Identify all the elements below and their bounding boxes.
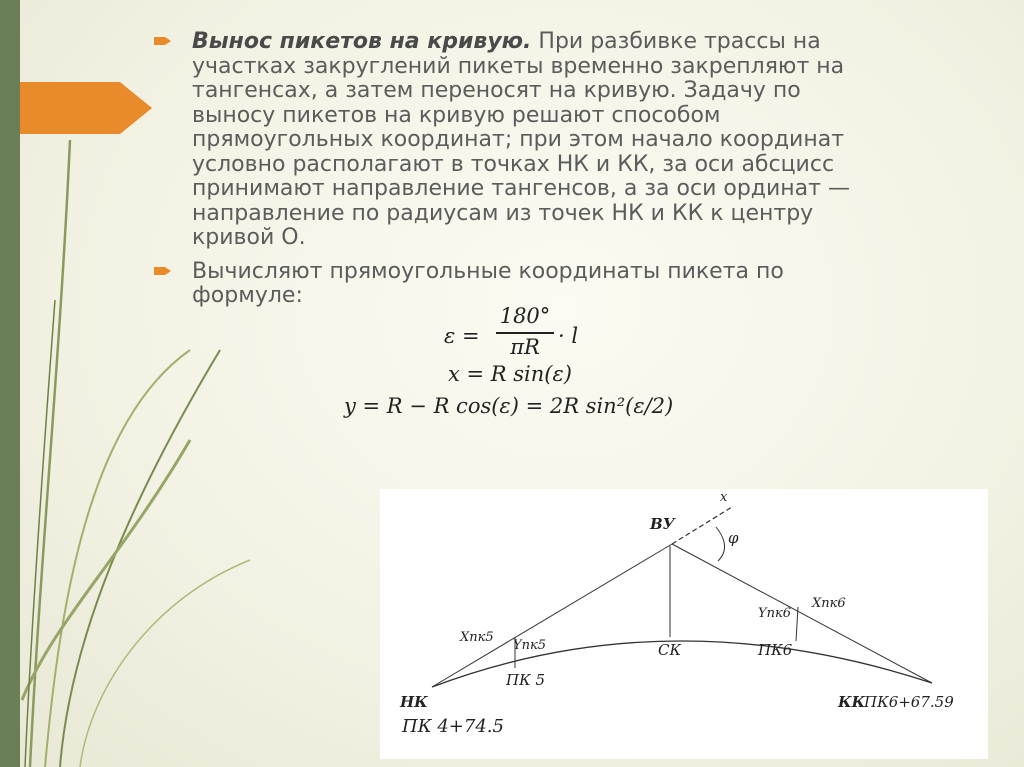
- angle-arc: [716, 527, 725, 561]
- paragraph-text: Вычисляют прямоугольные координаты пикета по формуле:: [192, 258, 784, 308]
- formula-epsilon-rhs: · l: [558, 324, 579, 348]
- slide-content: [152, 30, 852, 309]
- label-x-pk6: Xпк6: [812, 596, 846, 611]
- ordinate-pk6: [796, 607, 798, 641]
- label-nk-station: ПК 4+74.5: [402, 716, 504, 737]
- bullet-arrow-icon: [154, 265, 172, 277]
- fraction-bar: [496, 332, 554, 334]
- paragraph-text: При разбивке трассы на участках закруглений пикеты временно закрепляют на тангенсах, а затем переносят на кривую. Задачу по выносу пикетов на кривую решают способом прямоугольных координат; при этом начало координат условно располагают в точках НК и КК, за оси абсцисс принимают направление тангенсов, а за оси ординат — направление по радиусам из точек НК и КК к центру кривой О.: [192, 29, 850, 250]
- orange-arrow-tab: [20, 82, 152, 134]
- formula-y: y = R − R cos(ε) = 2R sin²(ε/2): [344, 394, 674, 418]
- label-vu: ВУ: [650, 515, 675, 533]
- label-pk5: ПК 5: [506, 671, 546, 689]
- label-y-pk6: Yпк6: [758, 606, 791, 621]
- curve-diagram: [380, 489, 988, 759]
- label-sk: СК: [658, 641, 682, 659]
- tangent-right: [672, 544, 932, 683]
- formula-epsilon-denominator: πR: [510, 335, 540, 359]
- paragraph-lead: Вынос пикетов на кривую.: [192, 29, 532, 54]
- formula-epsilon-lhs: ε =: [444, 324, 480, 348]
- bullet-item-2: [152, 260, 852, 309]
- label-y-pk5: Yпк5: [513, 638, 546, 653]
- label-x-axis: x: [720, 490, 728, 505]
- label-phi: φ: [728, 529, 739, 547]
- formula-epsilon-numerator: 180°: [499, 304, 551, 328]
- tangent-left: [432, 544, 672, 687]
- label-pk6: ПК6: [758, 641, 793, 659]
- curve-diagram-svg: [380, 489, 988, 759]
- formula-x: x = R sin(ε): [448, 362, 572, 386]
- label-nk: НК: [400, 693, 428, 711]
- bullet-arrow-icon: [154, 35, 172, 47]
- label-x-pk5: Xпк5: [460, 630, 494, 645]
- label-kk: КК: [838, 693, 866, 711]
- bullet-item-1: [152, 30, 852, 251]
- label-kk-station: ПК6+67.59: [864, 693, 954, 711]
